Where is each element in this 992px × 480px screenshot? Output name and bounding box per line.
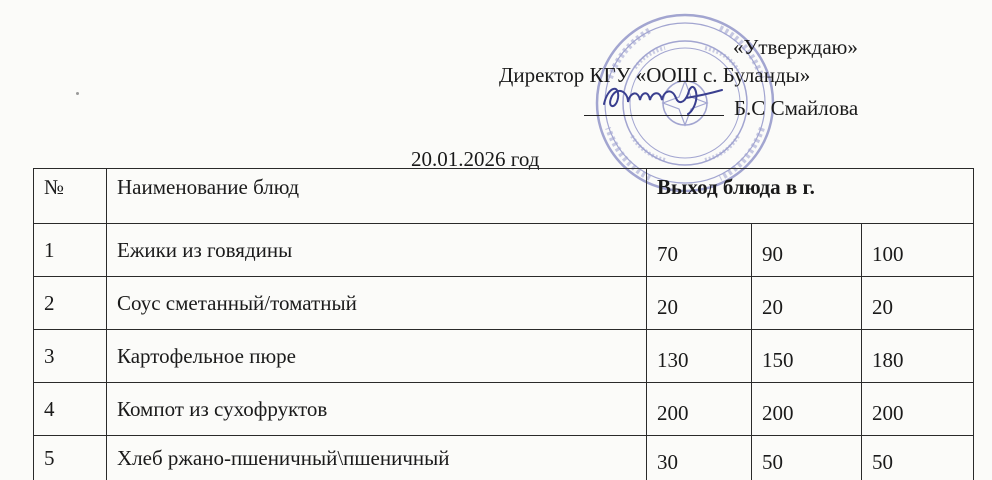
row-yield-3: 180 <box>862 330 974 383</box>
row-yield-3: 200 <box>862 383 974 436</box>
handwritten-signature-icon <box>598 78 728 118</box>
row-num: 1 <box>34 224 107 277</box>
row-num: 2 <box>34 277 107 330</box>
row-num: 4 <box>34 383 107 436</box>
table-row <box>34 277 974 330</box>
row-yield-2: 150 <box>752 330 862 383</box>
row-dish-name: Ежики из говядины <box>107 224 647 277</box>
row-yield-1: 200 <box>647 383 752 436</box>
row-dish-name: Компот из сухофруктов <box>107 383 647 436</box>
row-dish-name: Хлеб ржано-пшеничный\пшеничный <box>107 436 647 480</box>
speck-dot <box>76 92 79 95</box>
row-yield-2: 20 <box>752 277 862 330</box>
row-yield-2: 90 <box>752 224 862 277</box>
row-yield-2: 50 <box>752 436 862 480</box>
table-row <box>34 224 974 277</box>
row-yield-3: 50 <box>862 436 974 480</box>
row-yield-1: 20 <box>647 277 752 330</box>
row-num: 5 <box>34 436 107 480</box>
row-yield-3: 20 <box>862 277 974 330</box>
director-name: Б.С Смайлова <box>734 95 858 121</box>
header-num: № <box>34 169 107 224</box>
header-yield: Выход блюда в г. <box>647 169 974 224</box>
document-date: 20.01.2026 год <box>411 146 539 172</box>
row-yield-1: 70 <box>647 224 752 277</box>
row-yield-1: 30 <box>647 436 752 480</box>
approval-director-line: Директор КГУ «ООШ с. Буланды» <box>499 62 810 88</box>
row-yield-1: 130 <box>647 330 752 383</box>
row-num: 3 <box>34 330 107 383</box>
table-row <box>34 436 974 480</box>
row-yield-2: 200 <box>752 383 862 436</box>
approval-title: «Утверждаю» <box>733 34 858 60</box>
table-header-row <box>34 169 974 224</box>
row-yield-3: 100 <box>862 224 974 277</box>
row-dish-name: Картофельное пюре <box>107 330 647 383</box>
menu-table <box>33 168 974 480</box>
table-row <box>34 330 974 383</box>
table-row <box>34 383 974 436</box>
header-dish-name: Наименование блюд <box>107 169 647 224</box>
row-dish-name: Соус сметанный/томатный <box>107 277 647 330</box>
